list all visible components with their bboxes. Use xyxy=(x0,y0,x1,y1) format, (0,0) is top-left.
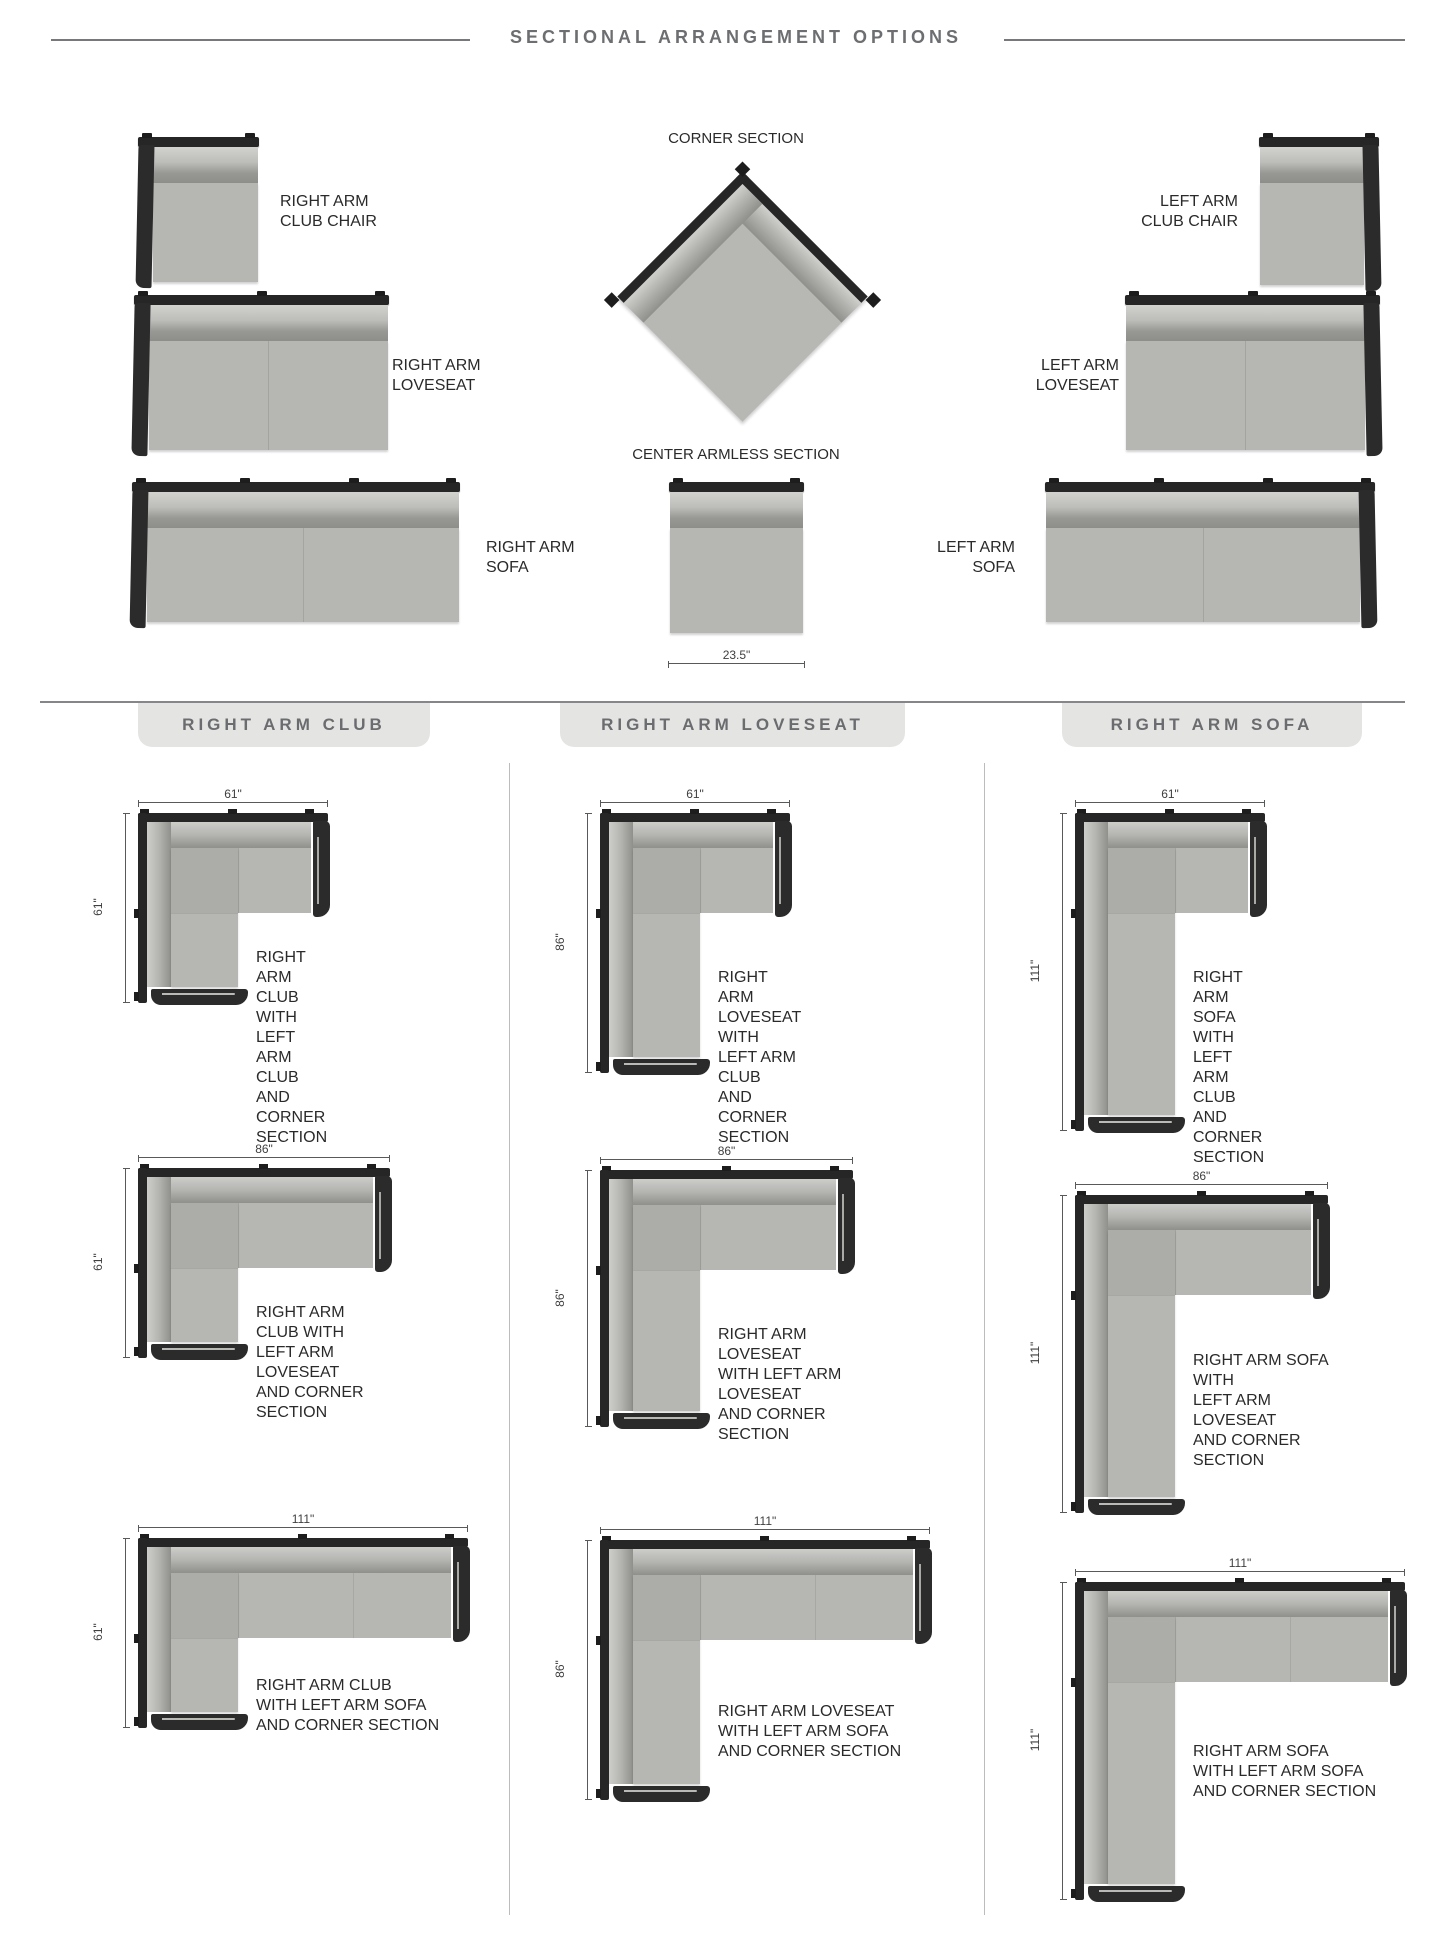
corner-section-label: CORNER SECTION xyxy=(668,130,804,147)
column-separator-2 xyxy=(984,763,985,1915)
arrangement-loveseat-club xyxy=(553,787,802,1146)
armless-width-dimension: 23.5" xyxy=(668,663,805,664)
title-rule-right xyxy=(1004,39,1405,41)
top-dimension: 61" xyxy=(1075,802,1265,803)
title-rule-left xyxy=(51,39,470,41)
column-header-right-arm-sofa: RIGHT ARM SOFA xyxy=(1062,703,1362,747)
left-arm-club-chair-label: LEFT ARM CLUB CHAIR xyxy=(1141,193,1238,230)
arrangement-label: RIGHT ARM CLUB WITH LEFT ARM LOVESEAT AND CORNER SECTION xyxy=(256,1304,364,1421)
center-armless-section-label: CENTER ARMLESS SECTION xyxy=(632,446,840,463)
right-arm-sofa-diagram xyxy=(131,482,461,622)
arrangement-loveseat-sofa xyxy=(553,1514,930,1800)
top-dimension: 86" xyxy=(600,1159,853,1160)
right-arm-club-chair-label: RIGHT ARM CLUB CHAIR xyxy=(280,193,377,230)
chair-back-rail xyxy=(138,137,259,147)
top-dimension: 86" xyxy=(138,1157,390,1158)
corner-section-diagram xyxy=(617,171,867,421)
side-dimension: 111" xyxy=(1062,1582,1063,1900)
side-dimension: 86" xyxy=(587,1170,588,1427)
arrangement-sofa-sofa xyxy=(1028,1556,1405,1900)
side-dimension: 61" xyxy=(125,1168,126,1358)
side-dimension: 111" xyxy=(1062,813,1063,1131)
column-header-right-arm-club: RIGHT ARM CLUB xyxy=(138,703,430,747)
side-dimension: 86" xyxy=(587,1540,588,1800)
arrangement-label: RIGHT ARM SOFA WITH LEFT ARM LOVESEAT AND CORNER SECTION xyxy=(1193,1352,1328,1469)
column-separator-1 xyxy=(509,763,510,1915)
arrangement-label: RIGHT ARM LOVESEAT WITH LEFT ARM LOVESEAT AND CORNER SECTION xyxy=(718,1326,842,1443)
side-dimension: 111" xyxy=(1062,1195,1063,1513)
left-arm-sofa-diagram xyxy=(1044,482,1376,622)
side-dimension: 61" xyxy=(125,1538,126,1728)
right-arm-sofa-label: RIGHT ARM SOFA xyxy=(486,539,575,576)
right-arm-loveseat-label: RIGHT ARM LOVESEAT xyxy=(392,357,481,394)
right-arm-club-chair-diagram xyxy=(137,137,260,282)
top-dimension: 111" xyxy=(1075,1571,1405,1572)
center-armless-section-diagram xyxy=(668,482,805,633)
top-dimension: 86" xyxy=(1075,1184,1328,1185)
arrangement-loveseat-loveseat xyxy=(553,1144,853,1443)
side-dimension: 86" xyxy=(587,813,588,1073)
left-arm-loveseat-diagram xyxy=(1124,295,1381,450)
arrangement-sofa-loveseat xyxy=(1028,1169,1328,1513)
arrangement-club-loveseat xyxy=(91,1142,390,1421)
left-arm-club-chair-diagram xyxy=(1258,137,1380,285)
arrangement-label: RIGHT ARM SOFA WITH LEFT ARM SOFA AND CORNER SECTION xyxy=(1193,1743,1377,1800)
arrangement-club-sofa xyxy=(91,1512,468,1734)
arrangement-label: RIGHT ARM CLUB WITH LEFT ARM CLUB AND CORNER SECTION xyxy=(256,949,328,1146)
column-header-right-arm-loveseat: RIGHT ARM LOVESEAT xyxy=(560,703,905,747)
arrangement-club-club xyxy=(91,787,328,1146)
chair-seat xyxy=(153,183,258,282)
arrangement-label: RIGHT ARM LOVESEAT WITH LEFT ARM CLUB AND CORNER SECTION xyxy=(718,969,802,1146)
arrangement-label: RIGHT ARM SOFA WITH LEFT ARM CLUB AND CORNER SECTION xyxy=(1193,969,1265,1166)
left-arm-sofa-label: LEFT ARM SOFA xyxy=(937,539,1015,576)
top-dimension: 61" xyxy=(600,802,790,803)
side-dimension: 61" xyxy=(125,813,126,1003)
arrangement-label: RIGHT ARM LOVESEAT WITH LEFT ARM SOFA AND CORNER SECTION xyxy=(718,1703,902,1760)
right-arm-loveseat-diagram xyxy=(133,295,390,450)
right-arm-piece-arm xyxy=(151,989,248,1005)
arrangement-label: RIGHT ARM CLUB WITH LEFT ARM SOFA AND CORNER SECTION xyxy=(256,1677,440,1734)
page-title: SECTIONAL ARRANGEMENT OPTIONS xyxy=(509,27,962,47)
top-dimension: 111" xyxy=(138,1527,468,1528)
top-dimension: 61" xyxy=(138,802,328,803)
sectional-floorplan xyxy=(1075,1582,1405,1900)
left-arm-loveseat-label: LEFT ARM LOVESEAT xyxy=(1035,357,1119,394)
chair-arm xyxy=(136,145,155,288)
left-arm-piece-arm xyxy=(313,821,330,917)
arrangement-sofa-club xyxy=(1028,787,1265,1166)
top-dimension: 111" xyxy=(600,1529,930,1530)
